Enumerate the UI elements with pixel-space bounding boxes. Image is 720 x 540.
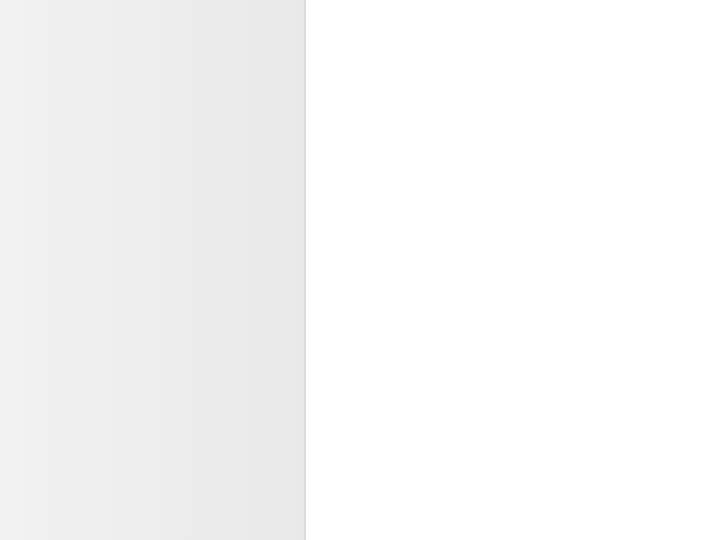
storm-diagram-figure bbox=[360, 20, 685, 505]
panel-divider bbox=[304, 0, 306, 540]
text-panel bbox=[0, 0, 304, 540]
storm-diagram bbox=[360, 20, 685, 505]
